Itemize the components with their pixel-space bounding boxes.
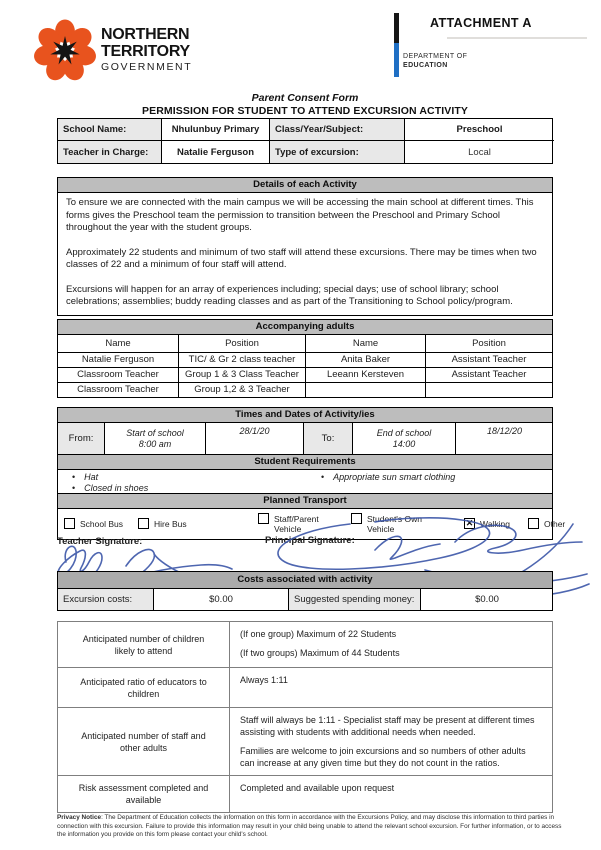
transport-option-staff-parent-vehicle [258, 513, 333, 534]
column-header-name: Name [306, 335, 426, 352]
anticipated-children-value [230, 622, 552, 667]
type-of-excursion-label: Type of excursion: [270, 141, 405, 163]
anticipated-table [57, 621, 553, 813]
table-row [58, 708, 552, 776]
excursion-costs-label: Excursion costs: [58, 589, 154, 610]
value-line: Always 1:11 [240, 675, 288, 685]
from-date: 28/1/20 [206, 423, 304, 454]
class-year-subject-value: Preschool [405, 119, 554, 141]
type-of-excursion-value: Local [468, 146, 491, 158]
adult-cell: Group 1 & 3 Class Teacher [179, 367, 306, 382]
staff-adults-label: Anticipated number of staff and other adults [58, 708, 230, 775]
accompanying-adults-header: Accompanying adults [58, 320, 552, 335]
activity-logistics-block [57, 407, 566, 540]
column-header-position: Position [472, 338, 506, 349]
adult-cell: Classroom Teacher [58, 382, 179, 397]
staff-adults-value [230, 708, 552, 775]
nt-government-logo-icon [33, 19, 97, 83]
to-description: End of school [376, 427, 432, 438]
transport-option-hire-bus [138, 518, 187, 529]
value-line: (If two groups) Maximum of 44 Students [240, 648, 400, 658]
transport-option-school-bus [64, 518, 123, 529]
students-own-vehicle-checkbox[interactable] [351, 513, 362, 524]
adult-cell [306, 382, 426, 397]
times-dates-header: Times and Dates of Activity/ies [58, 408, 552, 423]
requirement-item: • Closed in shoes [72, 483, 148, 493]
logo-line-northern: NORTHERN [101, 26, 190, 43]
adult-cell [426, 382, 552, 397]
teacher-in-charge-value: Natalie Ferguson [162, 141, 270, 163]
table-row [58, 776, 552, 812]
requirement-item: • Hat [72, 472, 98, 482]
from-description: Start of school [126, 427, 184, 438]
attachment-divider [447, 37, 587, 39]
adult-cell: Natalie Ferguson [58, 352, 179, 367]
column-header-position: Position [179, 335, 306, 352]
attachment-accent-bar [394, 13, 399, 77]
transport-option-students-own-vehicle [351, 513, 433, 534]
school-bus-label: School Bus [80, 519, 123, 529]
details-body [58, 193, 552, 315]
times-dates-row [58, 423, 552, 454]
school-name-value: Nhulunbuy Primary [162, 119, 270, 141]
to-description-cell [353, 423, 456, 454]
to-time: 14:00 [392, 438, 416, 449]
transport-option-walking [464, 518, 510, 529]
staff-parent-vehicle-label: Staff/Parent Vehicle [274, 514, 319, 534]
student-requirements-header: Student Requirements [58, 454, 552, 470]
to-date: 18/12/20 [486, 426, 523, 436]
student-requirements-body [58, 470, 552, 493]
adult-cell: TIC/ & Gr 2 class teacher [179, 352, 306, 367]
value-line: Completed and available upon request [240, 783, 395, 793]
privacy-notice-label: Privacy Notice [57, 814, 102, 821]
hire-bus-checkbox[interactable] [138, 518, 149, 529]
adult-cell: Assistant Teacher [426, 352, 552, 367]
costs-header: Costs associated with activity [58, 572, 552, 589]
logo-wordmark [101, 27, 192, 73]
transport-option-other [528, 518, 565, 529]
privacy-notice-text: : The Department of Education collects the information on this form in accordance with the Excursions Policy, and may disclose this information to third parties in connection with this excursion. Failure to provide this information may result in your child being unable to attend the relevant school excursion. For further information, or to access the information you provide on this form please contact your child's school. [57, 814, 562, 839]
school-name-label: School Name: [58, 119, 162, 141]
teacher-in-charge-label: Teacher in Charge: [58, 141, 162, 163]
department-line2: EDUCATION [403, 62, 448, 69]
details-section-header: Details of each Activity [58, 178, 552, 193]
risk-assessment-label: Risk assessment completed and available [58, 776, 230, 812]
form-subtitle: Parent Consent Form [251, 92, 359, 104]
educator-ratio-value [230, 668, 552, 707]
value-line: Staff will always be 1:11 - Specialist staff may be present at different times assisting with students with additional needs when needed. [240, 715, 535, 737]
costs-section [57, 571, 553, 611]
details-paragraph: Approximately 22 students and minimum of two staff will attend these excursions. There may be times when two classes of 22 and a minimum of four staff will attend. [66, 246, 537, 270]
requirement-item: • Appropriate sun smart clothing [321, 472, 455, 482]
anticipated-children-label: Anticipated number of children likely to attend [58, 622, 230, 667]
accompanying-adults-section [57, 319, 553, 398]
department-wordmark [403, 52, 467, 70]
privacy-notice [57, 814, 562, 840]
students-own-vehicle-label: Student's Own Vehicle [367, 514, 423, 534]
from-description-cell [105, 423, 206, 454]
column-header-name: Name [58, 335, 179, 352]
table-row [58, 622, 552, 668]
adult-cell: Classroom Teacher [58, 367, 179, 382]
details-section [57, 177, 553, 316]
logo-line-territory: TERRITORY [101, 43, 190, 60]
educator-ratio-label: Anticipated ratio of educators to children [58, 668, 230, 707]
value-line: (If one group) Maximum of 22 Students [240, 629, 397, 639]
details-paragraph: Excursions will happen for an array of experiences including; special days; use of school library; school celebrations; assemblies; buddy reading classes and as part of the Transitioning to School policy/program. [66, 283, 513, 307]
school-bus-checkbox[interactable] [64, 518, 75, 529]
excursion-costs-value: $0.00 [154, 589, 289, 610]
to-label: To: [304, 423, 353, 454]
from-label: From: [58, 423, 105, 454]
accompanying-adults-table [58, 335, 552, 397]
adult-cell: Leeann Kersteven [306, 367, 426, 382]
planned-transport-header: Planned Transport [58, 493, 552, 509]
adult-cell: Assistant Teacher [426, 367, 552, 382]
walking-label: Walking [480, 519, 510, 529]
attachment-title: ATTACHMENT A [430, 16, 532, 30]
other-label: Other [544, 519, 566, 529]
logo-line-government: GOVERNMENT [101, 61, 193, 73]
spending-money-label: Suggested spending money: [289, 589, 421, 610]
other-checkbox[interactable] [528, 518, 539, 529]
details-paragraph: To ensure we are connected with the main campus we will be accessing the main school at different times. This forms gives the Preschool team the permission to transition between the Preschool and Primary School throughout the year with the student groups. [66, 197, 534, 233]
risk-assessment-value [230, 776, 552, 812]
value-line: Families are welcome to join excursions and so numbers of other adults can increase at any given time but they do not count in the ratios. [240, 746, 526, 768]
department-line1: DEPARTMENT OF [403, 53, 468, 60]
costs-row [58, 589, 552, 610]
table-row [58, 668, 552, 708]
principal-signature-label: Principal Signature: [265, 535, 355, 546]
school-info-table [57, 118, 553, 164]
form-title: PERMISSION FOR STUDENT TO ATTEND EXCURSION ACTIVITY [142, 105, 468, 117]
from-time: 8:00 am [138, 438, 172, 449]
adult-cell: Anita Baker [306, 352, 426, 367]
class-year-subject-label: Class/Year/Subject: [270, 119, 405, 141]
teacher-signature-label: Teacher Signature: [57, 536, 143, 547]
spending-money-value: $0.00 [475, 594, 499, 605]
adult-cell: Group 1,2 & 3 Teacher [179, 382, 306, 397]
hire-bus-label: Hire Bus [154, 519, 187, 529]
walking-checkbox[interactable]: ✕ [465, 518, 474, 528]
staff-parent-vehicle-checkbox[interactable] [258, 513, 269, 524]
